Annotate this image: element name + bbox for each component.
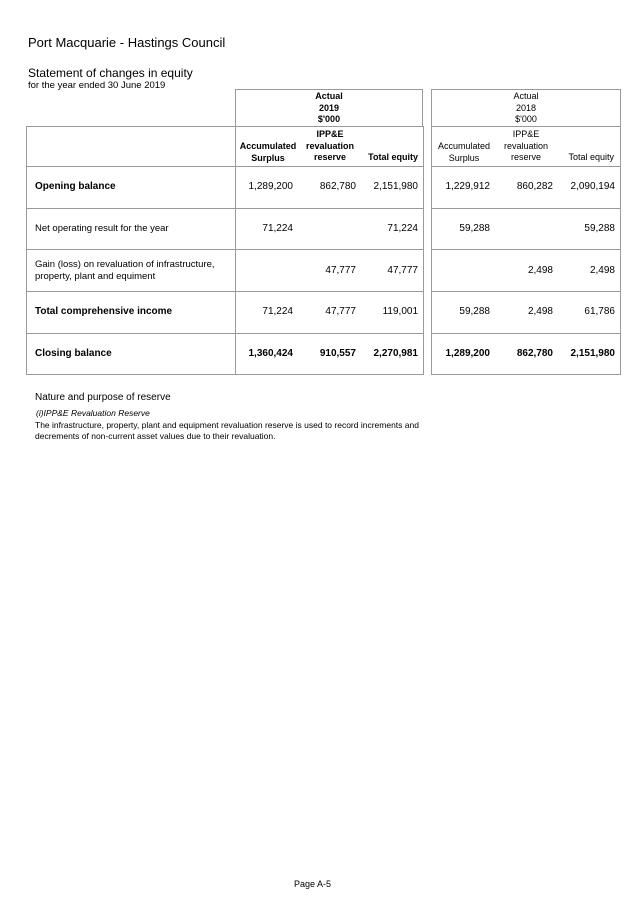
cell-ippe-2018: 2,498 bbox=[527, 306, 553, 317]
cell-acc-2019: 71,224 bbox=[262, 306, 293, 317]
group-header-2018: Actual 2018 $'000 bbox=[513, 91, 539, 124]
statement-title: Statement of changes in equity bbox=[28, 66, 193, 80]
row-label: Gain (loss) on revaluation of infrastructure, property, plant and equiment bbox=[35, 259, 215, 282]
cell-total-2019: 2,270,981 bbox=[373, 348, 418, 359]
row-separator bbox=[26, 333, 424, 334]
row-separator bbox=[26, 291, 424, 292]
col-header-accumulated-2019: Accumulated Surplus bbox=[239, 141, 297, 163]
cell-ippe-2018: 862,780 bbox=[516, 348, 553, 359]
cell-acc-2018: 1,229,912 bbox=[445, 181, 490, 192]
col-header-ippe-2018: IPP&E revaluation reserve bbox=[503, 129, 549, 162]
cell-total-2018: 2,090,194 bbox=[570, 181, 615, 192]
row-label: Closing balance bbox=[35, 348, 112, 359]
col-header-total-2019: Total equity bbox=[368, 152, 418, 162]
cell-acc-2018: 59,288 bbox=[459, 306, 490, 317]
page-number: Page A-5 bbox=[293, 879, 332, 889]
cell-total-2019: 71,224 bbox=[387, 223, 418, 234]
group-header-2019: Actual 2019 $'000 bbox=[315, 91, 343, 124]
cell-total-2018: 2,498 bbox=[589, 265, 615, 276]
cell-ippe-2019: 47,777 bbox=[325, 306, 356, 317]
cell-acc-2018: 1,289,200 bbox=[445, 348, 490, 359]
label-divider bbox=[235, 126, 236, 375]
cell-ippe-2018: 860,282 bbox=[516, 181, 553, 192]
row-separator bbox=[431, 249, 621, 250]
row-separator bbox=[26, 249, 424, 250]
cell-acc-2019: 1,289,200 bbox=[248, 181, 293, 192]
row-label: Total comprehensive income bbox=[35, 306, 173, 317]
cell-acc-2019: 1,360,424 bbox=[248, 348, 293, 359]
col-header-ippe-2019: IPP&E revaluation reserve bbox=[305, 129, 354, 162]
cell-total-2019: 2,151,980 bbox=[373, 181, 418, 192]
col-header-total-2018: Total equity bbox=[568, 152, 614, 162]
cell-total-2018: 59,288 bbox=[584, 223, 615, 234]
row-separator bbox=[431, 166, 621, 167]
reserve-note-subheading: (i)IPP&E Revaluation Reserve bbox=[36, 408, 150, 418]
row-label: Net operating result for the year bbox=[35, 223, 169, 234]
cell-ippe-2019: 910,557 bbox=[319, 348, 356, 359]
row-separator bbox=[26, 166, 424, 167]
row-separator bbox=[431, 291, 621, 292]
row-label: Opening balance bbox=[35, 181, 116, 192]
cell-acc-2019: 71,224 bbox=[262, 223, 293, 234]
cell-ippe-2019: 862,780 bbox=[319, 181, 356, 192]
cell-total-2019: 119,001 bbox=[382, 306, 418, 317]
cell-total-2019: 47,777 bbox=[387, 265, 418, 276]
reserve-note-text: The infrastructure, property, plant and equipment revaluation reserve is used to record increments and decrements of non-current asset values due to their revaluation. bbox=[35, 420, 419, 441]
cell-total-2018: 61,786 bbox=[584, 306, 615, 317]
cell-total-2018: 2,151,980 bbox=[570, 348, 615, 359]
row-separator bbox=[26, 208, 424, 209]
col-header-accumulated-2018: Accumulated Surplus bbox=[437, 141, 491, 163]
cell-acc-2018: 59,288 bbox=[459, 223, 490, 234]
council-name: Port Macquarie - Hastings Council bbox=[28, 35, 226, 50]
statement-subtitle: for the year ended 30 June 2019 bbox=[28, 80, 166, 91]
cell-ippe-2018: 2,498 bbox=[527, 265, 553, 276]
reserve-note-heading: Nature and purpose of reserve bbox=[35, 392, 171, 403]
cell-ippe-2019: 47,777 bbox=[325, 265, 356, 276]
row-separator bbox=[431, 333, 621, 334]
row-separator bbox=[431, 208, 621, 209]
